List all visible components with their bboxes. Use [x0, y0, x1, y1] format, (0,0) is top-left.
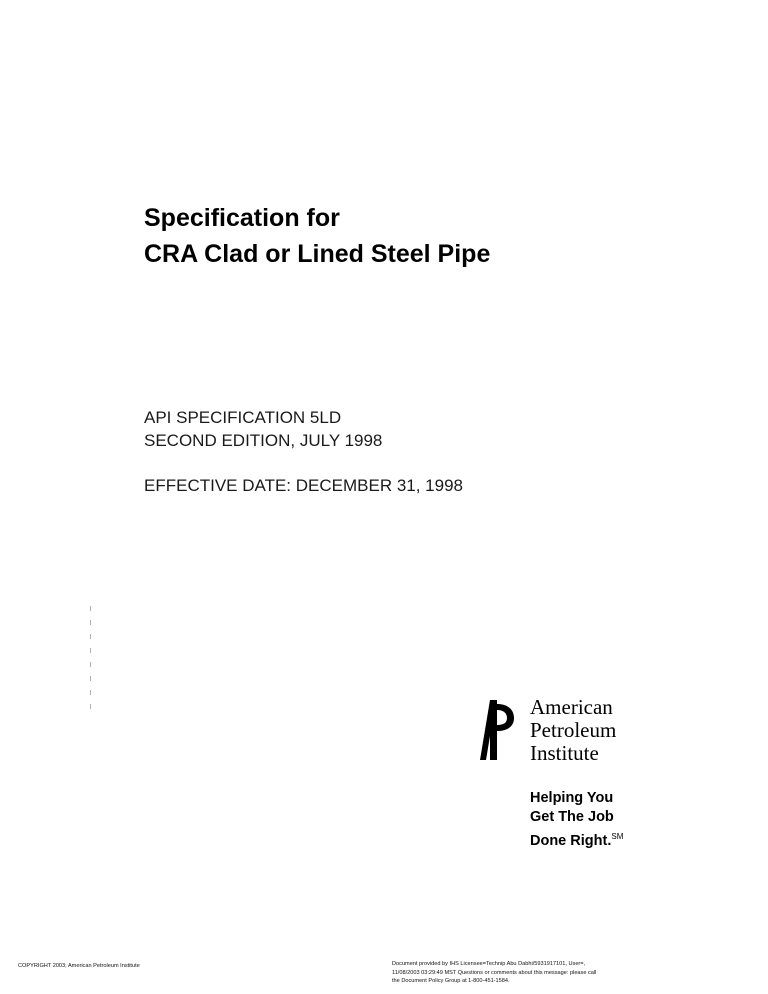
api-tagline [530, 789, 704, 851]
api-logo [474, 696, 704, 851]
license-line-2: 11/08/2003 03:29:49 MST Questions or comments about this message: please call [392, 969, 597, 976]
tick-mark [90, 648, 91, 653]
footer-copyright: COPYRIGHT 2003; American Petroleum Institute [18, 963, 140, 969]
api-monogram-icon [474, 698, 518, 762]
license-line-1: Document provided by IHS Licensee=Technip Abu Dabhi/5931917101, User=, [392, 961, 586, 967]
title-line-2: CRA Clad or Lined Steel Pipe [144, 240, 491, 268]
footer-license-notice [392, 960, 692, 986]
tick-mark [90, 634, 91, 639]
api-name [530, 696, 616, 765]
tick-mark [90, 662, 91, 667]
tick-mark [90, 606, 91, 611]
specification-info [144, 406, 704, 497]
license-line-3: the Document Policy Group at 1-800-451-1584. [392, 978, 510, 984]
tick-mark [90, 676, 91, 681]
spacer [144, 452, 704, 474]
tagline-line-3 [530, 827, 704, 851]
margin-tick-marks [90, 606, 96, 716]
api-name-line-2: Petroleum [530, 718, 617, 742]
tagline-text: Done Right. [530, 832, 612, 849]
effective-date: EFFECTIVE DATE: DECEMBER 31, 1998 [144, 476, 463, 495]
tagline-line-1: Helping You [530, 790, 614, 806]
page-title [144, 200, 704, 272]
page-sheet [8, 8, 760, 986]
spec-number: API SPECIFICATION 5LD [144, 408, 342, 427]
logo-row [474, 696, 704, 765]
tick-mark [90, 704, 91, 709]
api-name-line-3: Institute [530, 741, 599, 765]
tick-mark [90, 620, 91, 625]
tagline-line-2: Get The Job [530, 809, 614, 825]
spec-edition: SECOND EDITION, JULY 1998 [144, 431, 383, 450]
api-name-line-1: American [530, 695, 613, 719]
title-line-1: Specification for [144, 204, 340, 232]
tick-mark [90, 690, 91, 695]
service-mark: SM [611, 832, 624, 841]
